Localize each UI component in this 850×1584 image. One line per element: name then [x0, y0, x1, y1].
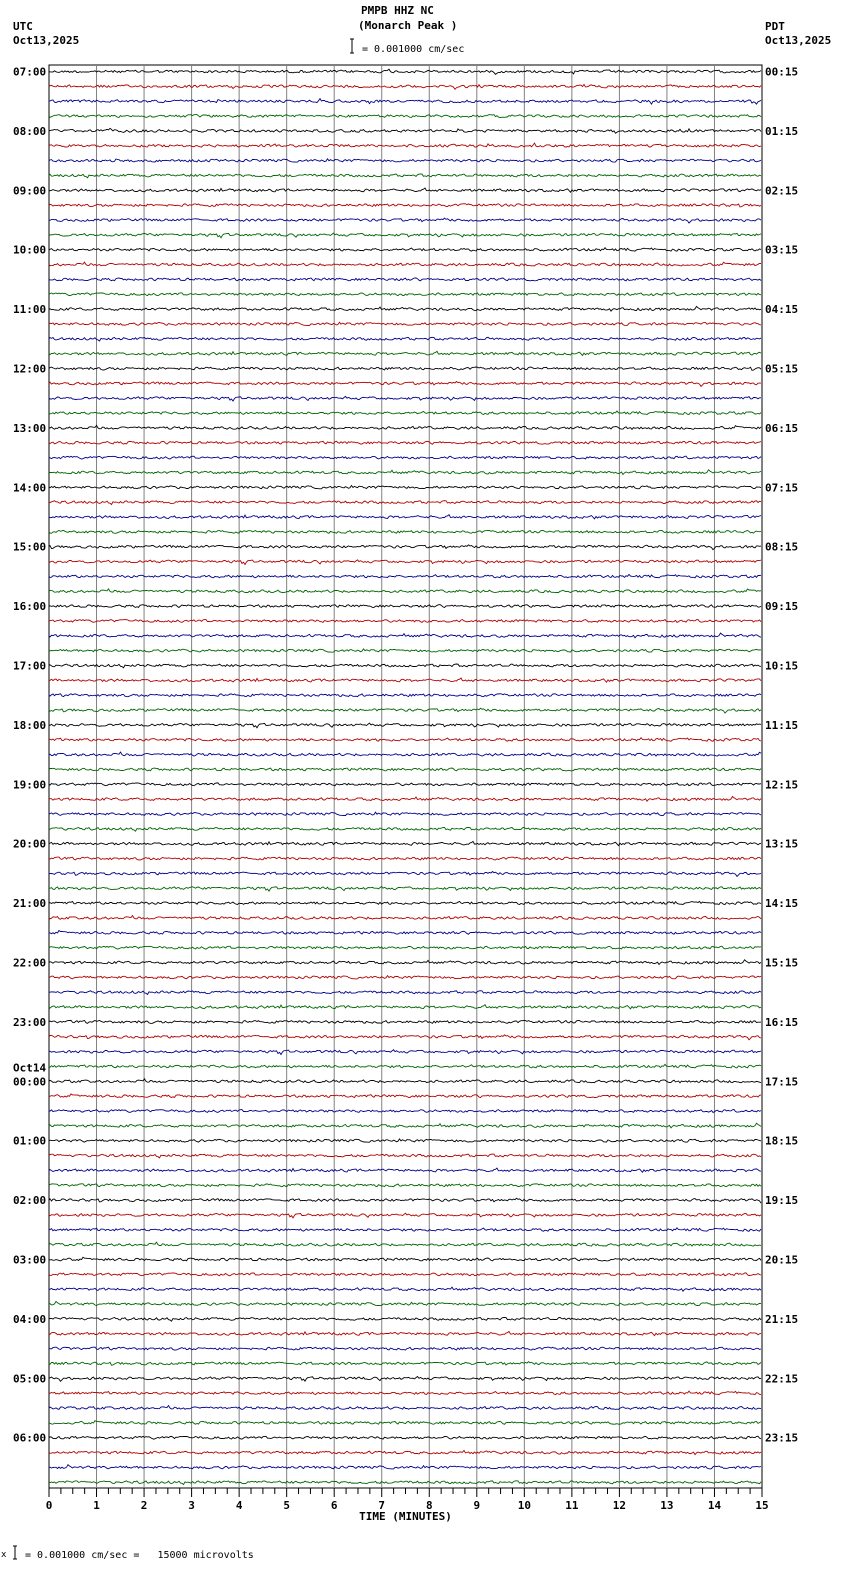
pdt-hour-label: 21:15	[765, 1312, 799, 1326]
trace-line	[49, 991, 761, 995]
pdt-hour-label: 16:15	[765, 1015, 799, 1029]
trace-line	[49, 248, 761, 251]
trace-line	[49, 768, 761, 771]
pdt-hour-label: 08:15	[765, 540, 799, 554]
trace-line	[49, 501, 761, 505]
pdt-hour-label: 01:15	[765, 124, 799, 138]
pdt-hour-label: 07:15	[765, 481, 799, 495]
trace-line	[49, 738, 761, 742]
trace-line	[49, 115, 761, 118]
utc-hour-label: 16:00	[13, 600, 47, 614]
utc-hour-label: 05:00	[13, 1372, 47, 1386]
trace-line	[49, 1228, 761, 1231]
left-date: Oct13,2025	[13, 34, 80, 47]
trace-line	[49, 396, 761, 401]
utc-hour-label: 15:00	[13, 540, 47, 554]
x-tick-label: 9	[473, 1499, 481, 1512]
pdt-hour-label: 09:15	[765, 600, 799, 614]
trace-line	[49, 931, 761, 935]
trace-line	[49, 589, 761, 593]
trace-line	[49, 1242, 761, 1246]
trace-line	[49, 1198, 761, 1203]
trace-line	[49, 1110, 761, 1113]
trace-line	[49, 633, 761, 638]
trace-line	[49, 1347, 761, 1350]
utc-hour-label: 03:00	[13, 1253, 47, 1267]
x-tick-label: 4	[235, 1499, 243, 1512]
trace-line	[49, 946, 761, 949]
utc-hour-label: 13:00	[13, 421, 47, 435]
trace-line	[49, 1377, 761, 1382]
trace-line	[49, 159, 761, 162]
x-tick-label: 5	[283, 1499, 290, 1512]
trace-line	[49, 84, 761, 89]
utc-hour-label: 00:00	[13, 1075, 47, 1089]
footer-scale: = 0.001000 cm/sec = 15000 microvolts	[25, 1550, 254, 1561]
pdt-hour-label: 19:15	[765, 1194, 799, 1208]
pdt-hour-label: 00:15	[765, 65, 799, 79]
trace-line	[49, 1213, 761, 1218]
trace-line	[49, 367, 761, 370]
pdt-hour-label: 03:15	[765, 243, 799, 257]
trace-line	[49, 441, 761, 444]
scale-note: = 0.001000 cm/sec	[362, 44, 465, 55]
trace-line	[49, 218, 761, 223]
pdt-hour-label: 10:15	[765, 659, 799, 673]
trace-line	[49, 857, 761, 860]
utc-hour-label: 19:00	[13, 778, 47, 792]
trace-line	[49, 887, 761, 892]
trace-line	[49, 1465, 761, 1469]
trace-line	[49, 351, 761, 355]
trace-line	[49, 560, 761, 565]
trace-line	[49, 322, 761, 325]
trace-line	[49, 783, 761, 786]
trace-line	[49, 678, 761, 682]
trace-line	[49, 1301, 761, 1305]
right-timezone: PDT	[765, 20, 785, 33]
trace-line	[49, 278, 761, 281]
trace-line	[49, 797, 761, 802]
trace-line	[49, 574, 761, 577]
utc-hour-label: 10:00	[13, 243, 47, 257]
trace-line	[49, 976, 761, 979]
pdt-hour-label: 13:15	[765, 837, 799, 851]
trace-line	[49, 262, 761, 266]
x-tick-label: 8	[425, 1499, 433, 1512]
x-tick-label: 3	[188, 1499, 195, 1512]
trace-line	[49, 1094, 761, 1098]
trace-line	[49, 1139, 761, 1142]
trace-line	[49, 1287, 761, 1291]
utc-hour-label: 12:00	[13, 362, 47, 376]
pdt-hour-label: 04:15	[765, 303, 799, 317]
pdt-hour-label: 20:15	[765, 1253, 799, 1267]
trace-line	[49, 143, 761, 147]
trace-line	[49, 382, 761, 387]
trace-line	[49, 470, 761, 475]
trace-line	[49, 960, 761, 965]
pdt-hour-label: 23:15	[765, 1431, 799, 1445]
trace-line	[49, 1331, 761, 1335]
x-tick-label: 0	[45, 1499, 53, 1512]
site-name: (Monarch Peak )	[358, 19, 458, 32]
trace-line	[49, 664, 761, 668]
x-axis-label: TIME (MINUTES)	[359, 1510, 452, 1523]
trace-line	[49, 411, 761, 415]
pdt-hour-label: 12:15	[765, 778, 799, 792]
utc-hour-label: 02:00	[13, 1194, 47, 1208]
x-tick-label: 15	[755, 1499, 769, 1512]
utc-hour-label: 07:00	[13, 65, 47, 79]
trace-line	[49, 1450, 761, 1454]
trace-line	[49, 752, 761, 756]
trace-line	[49, 1257, 761, 1261]
trace-line	[49, 1064, 761, 1068]
trace-line	[49, 1168, 761, 1172]
trace-line	[49, 1406, 761, 1410]
utc-hour-label: 18:00	[13, 718, 47, 732]
trace-line	[49, 456, 761, 459]
trace-line	[49, 1184, 761, 1187]
pdt-hour-label: 11:15	[765, 718, 799, 732]
x-tick-label: 14	[707, 1499, 722, 1512]
trace-line	[49, 1362, 761, 1366]
pdt-hour-label: 18:15	[765, 1134, 799, 1148]
footer-prefix: x	[1, 1550, 7, 1560]
trace-line	[49, 174, 761, 178]
trace-line	[49, 1005, 761, 1009]
trace-line	[49, 812, 761, 815]
pdt-hour-label: 14:15	[765, 897, 799, 911]
x-tick-label: 6	[330, 1499, 338, 1512]
x-tick-label: 13	[660, 1499, 674, 1512]
trace-line	[49, 841, 761, 845]
trace-line	[49, 486, 761, 489]
trace-line	[49, 1079, 761, 1083]
trace-line	[49, 723, 761, 728]
utc-hour-label: 23:00	[13, 1015, 47, 1029]
utc-hour-label: 22:00	[13, 956, 47, 970]
trace-line	[49, 901, 761, 904]
trace-line	[49, 99, 761, 105]
trace-line	[49, 188, 761, 192]
trace-line	[49, 1391, 761, 1395]
date-change-label: Oct14	[13, 1061, 47, 1075]
x-tick-label: 2	[140, 1499, 148, 1512]
trace-line	[49, 233, 761, 238]
trace-line	[49, 1035, 761, 1040]
station-title: PMPB HHZ NC	[361, 4, 434, 17]
trace-line	[49, 1273, 761, 1276]
trace-line	[49, 708, 761, 713]
trace-line	[49, 827, 761, 831]
utc-hour-label: 11:00	[13, 303, 47, 317]
trace-line	[49, 204, 761, 207]
pdt-hour-label: 06:15	[765, 421, 799, 435]
pdt-hour-label: 02:15	[765, 184, 799, 198]
x-tick-label: 11	[565, 1499, 579, 1512]
trace-line	[49, 515, 761, 519]
x-tick-label: 10	[517, 1499, 531, 1512]
utc-hour-label: 09:00	[13, 184, 47, 198]
trace-line	[49, 1317, 761, 1321]
trace-line	[49, 293, 761, 296]
x-tick-label: 7	[378, 1499, 386, 1512]
trace-line	[49, 1436, 761, 1439]
trace-line	[49, 1050, 761, 1055]
trace-line	[49, 1123, 761, 1128]
trace-line	[49, 1154, 761, 1158]
utc-hour-label: 17:00	[13, 659, 47, 673]
x-tick-label: 1	[93, 1499, 100, 1512]
pdt-hour-label: 15:15	[765, 956, 799, 970]
utc-hour-label: 21:00	[13, 897, 47, 911]
utc-hour-label: 06:00	[13, 1431, 47, 1445]
utc-hour-label: 01:00	[13, 1134, 47, 1148]
trace-line	[49, 872, 761, 877]
trace-line	[49, 1481, 761, 1485]
trace-line	[49, 694, 761, 697]
utc-hour-label: 20:00	[13, 837, 47, 851]
trace-line	[49, 545, 761, 550]
trace-line	[49, 1421, 761, 1425]
utc-hour-label: 04:00	[13, 1312, 47, 1326]
pdt-hour-label: 22:15	[765, 1372, 799, 1386]
right-date: Oct13,2025	[765, 34, 832, 47]
trace-line	[49, 306, 761, 311]
left-timezone: UTC	[13, 20, 33, 33]
x-tick-label: 12	[612, 1499, 627, 1512]
trace-line	[49, 605, 761, 608]
trace-line	[49, 649, 761, 652]
trace-line	[49, 69, 761, 74]
trace-line	[49, 425, 761, 429]
trace-line	[49, 1020, 761, 1023]
trace-line	[49, 337, 761, 341]
trace-line	[49, 916, 761, 920]
utc-hour-label: 08:00	[13, 124, 47, 138]
trace-line	[49, 620, 761, 623]
trace-line	[49, 128, 761, 133]
utc-hour-label: 14:00	[13, 481, 47, 495]
pdt-hour-label: 05:15	[765, 362, 799, 376]
pdt-hour-label: 17:15	[765, 1075, 799, 1089]
trace-line	[49, 530, 761, 533]
